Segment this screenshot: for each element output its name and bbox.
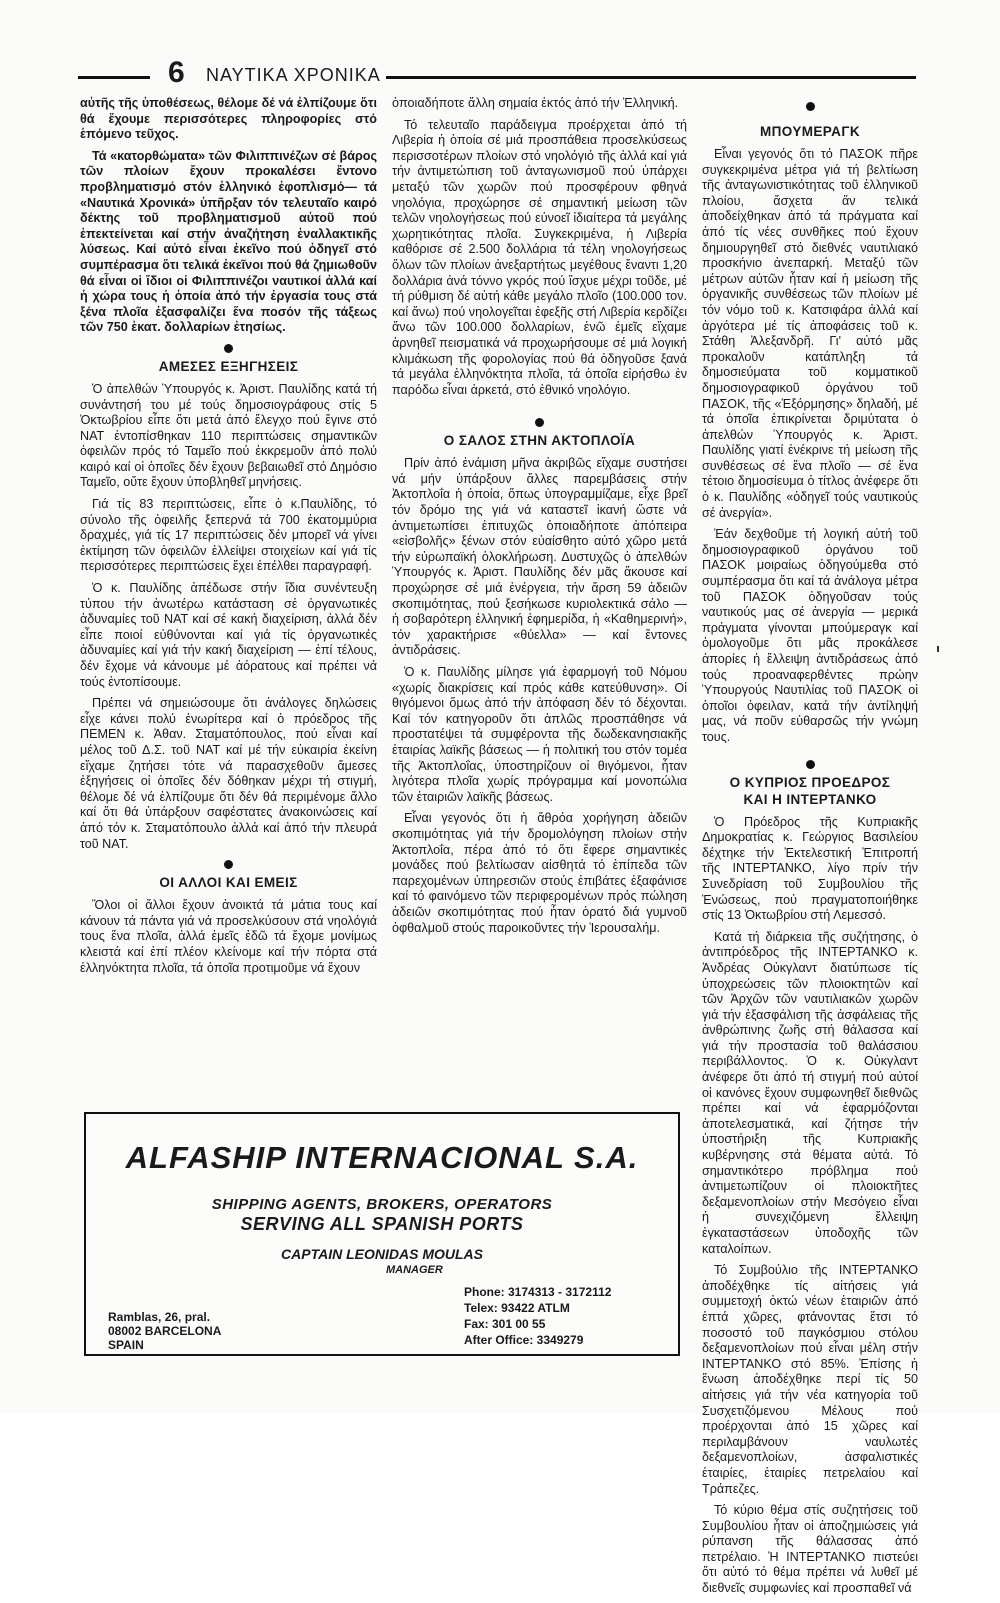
article-paragraph: ὁποιαδήποτε ἄλλη σημαία ἐκτός ἀπό τήν Ἑλληνική. (392, 96, 679, 110)
article-paragraph: Πρέπει νά σημειώσουμε ὅτι ἀνάλογες δηλώσεις εἶχε κάνει πολύ ἐνωρίτερα καί ὁ πρόεδρος τῆς ΠΕΜΕΝ κ. Ἀθαν. Σταματόπουλος, πού εἶναι καί μέλος τοῦ Δ.Σ. τοῦ ΝΑΤ καί μέ τήν εὐκαιρία ἐκείνη εἴχαμε ζητήσει τότε νά παρασχεθοῦν ἄμεσες ἐξηγήσεις οἱ ὁποῖες δέν δόθηκαν μέχρι τή στιγμή, θέλομε δέ νά ἐλπίζουμε ὅτι δέν θά περιμένομε ἄλλο καί ὅτι θά ὑπάρξουν σαφέστατες ἀνακοινώσεις καί ἀπό τόν κ. Σταματόπουλο ἀλλά καί ἀπό τήν πλευρά τοῦ ΝΑΤ. (80, 696, 377, 851)
ad-telex: Telex: 93422 ATLM (464, 1301, 570, 1315)
ad-manager-title: MANAGER (386, 1264, 443, 1276)
header-rule-right (386, 76, 916, 79)
section-bullet (535, 418, 544, 427)
section-bullet (224, 344, 233, 353)
article-paragraph: Κατά τή διάρκεια τῆς συζήτησης, ὁ ἀντιπρόεδρος τῆς ΙΝΤΕΡΤΑΝΚΟ κ. Ἀνδρέας Οὐκγλαντ διατύπωσε τίς ὑποχρεώσεις τῶν πλοιοκτητῶν καί τῶν Ἀρχῶν τῶν ναυτιλιακῶν χωρῶν γιά τήν ἐξασφάλιση τῆς ἀσφάλειας τῆς ἀνθρώπινης ζωῆς στή θάλασσα καί γιά τήν προστασία τοῦ θαλάσσιου περιβάλλοντος. Ὁ κ. Οὐκγλαντ ἀνέφερε ὅτι ἀπό τή στιγμή πού αὐτοί οἱ κανόνες ἔχουν συμφωνηθεῖ διεθνῶς πρέπει καί νά ἐφαρμόζονται ἀποτελεσματικά, καί ζήτησε τήν ὑποστήριξη τῆς Κυπριακῆς κυβέρνησης στά θέματα αὐτά. Τό σημαντικότερο πρόβλημα πού ἀντιμετωπίζουν οἱ πλοιοκτῆτες δεξαμενοπλοίων στήν Μεσόγειο εἶναι ἡ συνεχιζόμενη ἔλλειψη ἐγκαταστάσεων ὑποδοχῆς τῶν καταλοίπων. (702, 929, 918, 1256)
column-3 (702, 124, 918, 1603)
article-paragraph: Τό Συμβούλιο τῆς ΙΝΤΕΡΤΑΝΚΟ ἀποδέχθηκε τίς αἰτήσεις γιά συμμετοχή ὀκτώ νέων ἑταιριῶν ἀπό ἑπτά χῶρες, φτάνοντας ἔτσι τό ποσοστό τοῦ παγκόσμιου στόλου δεξαμενοπλοίων πού εἶναι μέλη στήν ΙΝΤΕΡΤΑΝΚΟ στό 85%. Ἐπίσης ἡ ἕνωση ἀποδέχθηκε περί τίς 50 αἰτήσεις γιά τήν νέα κατηγορία τοῦ Συσχετιζόμενου Μέλους πού προέρχονται ἀπό 15 χῶρες καί περιλαμβάνουν ναυλωτές δεξαμενοπλοίων, ἀσφαλιστικές ἑταιρίες, ἑταιρίες πετρελαίου καί Τράπεζες. (702, 1263, 918, 1496)
intro-bold-paragraph-2: Τά «κατορθώματα» τῶν Φιλιππινέζων σέ βάρος τῶν πλοίων ἔχουν προκαλέσει ἔντονο προβληματισμό στόν ἑλληνικό ἐφοπλισμό— τά «Ναυτικά Χρονικά» ὑπῆρξαν τόν τελευταῖο καιρό δέκτης τοῦ προβληματισμοῦ αὐτοῦ πού ἐπεκτείνεται καί στήν ἀναζήτηση ἐναλλακτικῆς λύσεως. Καί αὐτό εἶναι ἐκεῖνο πού ὁδηγεῖ στό συμπέρασμα ὅτι τελικά ἐκεῖνοι πού θά ζημιωθοῦν θά εἶναι οἱ ἴδιοι οἱ Φιλιππινέζοι ναυτικοί ἀλλά καί ἡ χώρα τους ἡ ὁποία ἀπό τήν ἐργασία τους στά ξένα πλοῖα ἐξασφαλίζει ἕνα ποσόν τῆς τάξεως τῶν 750 ἑκατ. δολλαρίων ἐτησίως. (80, 148, 377, 335)
intro-bold-paragraph: αὐτῆς τῆς ὑποθέσεως, θέλομε δέ νά ἐλπίζουμε ὅτι θά ἔχουμε περισσότερες πληροφορίες στό ἑπόμενο τεῦχος. (80, 96, 377, 142)
article-paragraph: Τό τελευταῖο παράδειγμα προέρχεται ἀπό τή Λιβερία ἡ ὁποία σέ μιά προσπάθεια προσελκύσεως περισσοτέρων πλοίων στό νηολόγιό τῆς ἀλλά καί γιά τήν ἀντιμετώπιση τοῦ ἀνταγωνισμοῦ πού ὑπάρχει μεταξύ τῶν χωρῶν πού προσφέρουν φθηνά νηολόγια, προχώρησε σέ σημαντική μείωση τῶν τελῶν νηολογήσεως πού εὐνοεῖ ἰδιαίτερα τά μεγάλης χωρητικότητας πλοῖα. Συγκεκριμένα, ἡ Λιβερία καθόρισε σέ 2.500 δολλάρια τά τέλη νηολογήσεως ὅλων τῶν πλοίων ἀνεξαρτήτως μεγέθους ἔναντι 1,20 δολλάρια ἀνά τόννο γκρός πού ἴσχυε μέχρι τοῦδε, μέ τή ρύθμιση δέ αὐτή κάθε μεγάλο πλοῖο (100.000 τον. καί ἄνω) πού νηολογεῖται ἐφεξῆς στή Λιβερία κερδίζει ἄνω τῶν 100.000 δολλαρίων, ἐνῶ ἐμεῖς εἴχαμε ἀρνηθεῖ πεισματικά νά προχωρήσουμε σέ μιά λογική κλιμάκωση τῆς φορολογίας πού θά ὁδηγοῦσε ξανά τά μεγάλα ἑλληνόκτητα πλοῖα, τά ὁποῖα εἰρήσθω ἐν παρόδω εἶναι ἀρκετά, στό ἐθνικό νηολόγιο. (392, 117, 687, 397)
section-title-kyprios-line1: Ο ΚΥΠΡΙΟΣ ΠΡΟΕΔΡΟΣ (729, 774, 891, 790)
article-paragraph: Ὁ κ. Παυλίδης μίλησε γιά ἐφαρμογή τοῦ Νόμου «χωρίς διακρίσεις καί πρός κάθε κατεύθυνση». Οἱ θιγόμενοι ὅμως ἀπό τήν ἀπόφαση δέν τό δέχονται. Καί τόν κατηγοροῦν ὅτι ἁπλῶς προσπάθησε νά προστατέψει τά συμφέροντα τῆς δωδεκανησιακῆς ἑταιρίας λαϊκῆς βάσεως — ἡ πολιτική του στόν τομέα τῆς Ἀκτοπλοΐας, ὑποστηρίζουν οἱ θιγόμενοι, ἦταν λιγότερα πλοῖα χωρίς πρόγραμμα καί μονοπώλια τῶν ἑταιριῶν λαϊκῆς βάσεως. (392, 665, 687, 804)
ad-services-line: SHIPPING AGENTS, BROKERS, OPERATORS (211, 1196, 553, 1213)
article-paragraph: Ὁ ἀπελθών Ὑπουργός κ. Ἀριστ. Παυλίδης κατά τή συνάντησή του μέ τούς δημοσιογράφους στίς 5 Ὀκτωβρίου εἶπε ὅτι μετά ἀπό ἔλεγχο πού ἔγινε στό ΝΑΤ ἐντοπίσθηκαν 110 περιπτώσεις σημαντικῶν ὀφειλῶν πρός τό Ταμεῖο πού ἐκκρεμοῦν ἀπό πολύ καιρό καί οἱ ὁποῖες δέν ἔχουν βεβαιωθεῖ στό Δημόσιο Ταμεῖο, οὔτε ἔχουν ὑποβληθεῖ μηνήσεις. (80, 381, 377, 490)
ad-phone: Phone: 3174313 - 3172112 (464, 1285, 612, 1299)
ad-address-street: Ramblas, 26, pral. (108, 1310, 211, 1324)
article-paragraph: Εἶναι γεγονός ὅτι τό ΠΑΣΟΚ πῆρε συγκεκριμένα μέτρα γιά τή βελτίωση τῆς ἀνταγωνιστικότητας τοῦ ἑλληνικοῦ πλοίου, ἄσχετα ἄν τελικά ἀποδείχθηκαν ἀπό τά πράγματα καί ἀπό τίς νέες συνθῆκες πού ἔχουν δημιουργηθεῖ στό διεθνές ναυτιλιακό προσκήνιο ἀνεπαρκή. Μεταξύ τῶν μέτρων αὐτῶν ἦταν καί ἡ μείωση τῆς ὀργανικῆς συνθέσεως τῶν πλοίων μέ τόν νόμο τοῦ κ. Κατσιφάρα ἀλλά καί ἀργότερα μέ τίς ἀποφάσεις τοῦ κ. Στάθη Ἀλεξανδρῆ. Γι' αὐτό μᾶς προκαλοῦν κατάπληξη τά δημοσιεύματα τοῦ κομματικοῦ δημοσιογραφικοῦ ὀργάνου τοῦ ΠΑΣΟΚ, τῆς «Ἐξόρμησης» δηλαδή, μέ τά ὁποῖα ἐπικρίνεται δριμύτατα ὁ ἀπελθών Ὑπουργός κ. Ἀριστ. Παυλίδης γιατί ἐνέκρινε τή μείωση τῆς συνθέσεως σέ ἕνα πλοῖο — σέ ἕνα τέτοιο δημοσίευμα ὁ τίτλος ἀνέφερε ὅτι ὁ κ. Παυλίδης «ὁδηγεῖ τούς ναυτικούς σέ ἀνεργία». (702, 147, 918, 520)
article-paragraph: Ὁ Πρόεδρος τῆς Κυπριακῆς Δημοκρατίας κ. Γεώργιος Βασιλείου δέχτηκε τήν Ἐκτελεστική Ἐπιτροπή τῆς ΙΝΤΕΡΤΑΝΚΟ, λίγο πρίν τήν Συνεδρίαση τοῦ Συμβουλίου τῆς Ἑνώσεως, πού πραγματοποιήθηκε στίς 13 Ὀκτωβρίου στή Λεμεσσό. (702, 814, 918, 923)
advertisement-box (84, 1112, 680, 1356)
article-paragraph: Τό κύριο θέμα στίς συζητήσεις τοῦ Συμβουλίου ἦταν οἱ ἀποζημιώσεις γιά ρύπανση τῆς θάλασσας ἀπό πετρέλαιο. Ἡ ΙΝΤΕΡΤΑΝΚΟ πιστεύει ὅτι αὐτό τό θέμα πρέπει νά λυθεῖ μέ διεθνεῖς συμφωνίες καί προσπαθεῖ νά (702, 1503, 918, 1596)
section-title-salos: Ο ΣΑΛΟΣ ΣΤΗΝ ΑΚΤΟΠΛΟΪΑ (443, 433, 636, 449)
page-number: 6 (168, 56, 185, 89)
ad-company-name: ALFASHIP INTERNACIONAL S.A. (125, 1140, 639, 1175)
article-paragraph: Γιά τίς 83 περιπτώσεις, εἶπε ὁ κ.Παυλίδης, τό σύνολο τῆς ὀφειλῆς ξεπερνά τά 700 ἑκατομμύρια δραχμές, γιά τίς 17 περιπτώσεις δέν μπορεῖ νά γίνει ἐκτίμηση τῶν ὀφειλῶν ἐλλείψει στοιχείων καί γιά τίς περισσότερες περιπτώσεις ἔχει ἐπέλθει παραγραφή. (80, 497, 377, 574)
ad-fax: Fax: 301 00 55 (464, 1317, 546, 1331)
article-paragraph: Ὁ κ. Παυλίδης ἀπέδωσε στήν ἴδια συνέντευξη τύπου τήν ἀνωτέρω κατάσταση σέ ὀργανωτικές ἀδυναμίες τοῦ ΝΑΤ καί σέ κακή διαχείριση, ἀλλά δέν εἶπε ποιοί εὐθύνονται καί γιά τίς ὀργανωτικές ἀδυναμίες καί γιά τήν κακή διαχείριση — ἐπί τέλους, δέν ἔχομε νά κάνουμε μέ ἀόρατους καί πρέπει νά τούς ἐντοπίσουμε. (80, 581, 377, 689)
header-rule-left (78, 76, 150, 79)
article-paragraph: Πρίν ἀπό ἐνάμιση μῆνα ἀκριβῶς εἴχαμε συστήσει νά μήν ὑπάρξουν ἄλλες παρεμβάσεις στήν Ἀκτοπλοΐα ἡ ὁποία, ὅπως ὑπογραμμίζαμε, εἶχε βρεῖ τόν δρόμο της γιά νά καταστεῖ ἱκανή ὥστε νά ἀντιμετωπίσει ἐπιτυχῶς ὁποιαδήποτε ἀπόπειρα «εἰσβολῆς» ξένων στόν εὐαίσθητο αὐτό χῶρο μετά τήν εὐρωπαϊκή ὁλοκλήρωση. Δυστυχῶς ὁ ἀπελθών Ὑπουργός κ. Ἀριστ. Παυλίδης δέν μᾶς ἄκουσε καί προχώρησε σέ μιά ἐνέργεια, τήν ἄρση 59 ἀδειῶν σκοπιμότητας, πού ξεσήκωσε κυριολεκτικά σάλο — ἡ σοβαρότερη ἑλληνική ἐφημερίδα, ἡ «Καθημερινή», τόν χαρακτήρισε «θύελλα» — καί ἔντονες ἀντιδράσεις. (392, 456, 687, 658)
section-bullet (224, 860, 233, 869)
publication-name: ΝΑΥΤΙΚΑ ΧΡΟΝΙΚΑ (206, 65, 381, 85)
section-title-amesses: ΑΜΕΣΕΣ ΕΞΗΓΗΣΕΙΣ (158, 358, 299, 374)
stray-mark (937, 646, 939, 652)
ad-contact (464, 1284, 611, 1348)
ad-after-office: After Office: 3349279 (464, 1333, 584, 1347)
ad-address-city: 08002 BARCELONA (108, 1324, 222, 1338)
column-2 (392, 96, 687, 942)
article-paragraph: Ἐάν δεχθοῦμε τή λογική αὐτή τοῦ δημοσιογραφικοῦ ὀργάνου τοῦ ΠΑΣΟΚ μοιραίως ὁδηγούμεθα στό συμπέρασμα ὅτι καί τά ἀνάλογα μέτρα τοῦ ΠΑΣΟΚ ὁδηγοῦσαν τούς ναυτικούς μας σέ ἀνεργία — μερικά πράγματα γίνονται μπούμεραγκ καί ὁμολογοῦμε ὅτι μᾶς προκάλεσε ἀπορίες ἡ ἔλλειψη ἀντιδράσεως ἀπό τούς προαναφερθέντες πρώην Ὑπουργούς Ναυτιλίας τοῦ ΠΑΣΟΚ οἱ ὁποῖοι ὀφειλαν, κατά τήν ἀντίληψή μας, νά ποῦν εὐθαρσῶς τήν γνώμη τους. (702, 527, 918, 744)
article-paragraph: Εἶναι γεγονός ὅτι ἡ ἄθρόα χορήγηση ἀδειῶν σκοπιμότητας γιά τήν δρομολόγηση πλοίων στήν Ἀκτοπλοΐα, πέρα ἀπό τό ὅτι ἔφερε σημαντικές μονάδες πού βελτίωσαν αἰσθητά τό ἐπίπεδα τῶν παρεχομένων ὑπηρεσιῶν στούς ἐπιβάτες ἐξαφάνισε καί τό φαινόμενο τῶν περιφερομένων πρός πώληση ἀδειῶν σκοπιμότητας πού ἦταν ὁρατό διά γυμνοῦ ὀφθαλμοῦ στούς παροικοῦντες τήν Ἱερουσαλήμ. (392, 811, 687, 935)
ad-ports-line: SERVING ALL SPANISH PORTS (240, 1214, 524, 1234)
section-bullet (806, 102, 815, 111)
ad-address-country: SPAIN (108, 1338, 144, 1352)
ad-address (108, 1310, 221, 1352)
column-1 (80, 96, 377, 982)
section-title-alloi: ΟΙ ΑΛΛΟΙ ΚΑΙ ΕΜΕΙΣ (159, 875, 298, 891)
section-bullet (806, 760, 815, 769)
article-paragraph: Ὅλοι οἱ ἄλλοι ἔχουν ἀνοικτά τά μάτια τους καί κάνουν τά πάντα γιά νά προσελκύσουν στά νηολόγιά τους ἕνα πλοῖα, ἀλλά ἐμεῖς ἐδῶ τά ἔχομε μονίμως κλειστά καί ἐπί πλέον κλείνομε καί τήν πόρτα στά ἑλληνόκτητα πλοῖα, τά ὁποῖα προτιμοῦμε νά ἔχουν (80, 898, 377, 975)
section-title-boomerang: ΜΠΟΥΜΕΡΑΓΚ (760, 124, 860, 139)
ad-captain-name: CAPTAIN LEONIDAS MOULAS (281, 1246, 483, 1262)
section-title-kyprios-line2: ΚΑΙ Η ΙΝΤΕΡΤΑΝΚΟ (743, 791, 877, 807)
